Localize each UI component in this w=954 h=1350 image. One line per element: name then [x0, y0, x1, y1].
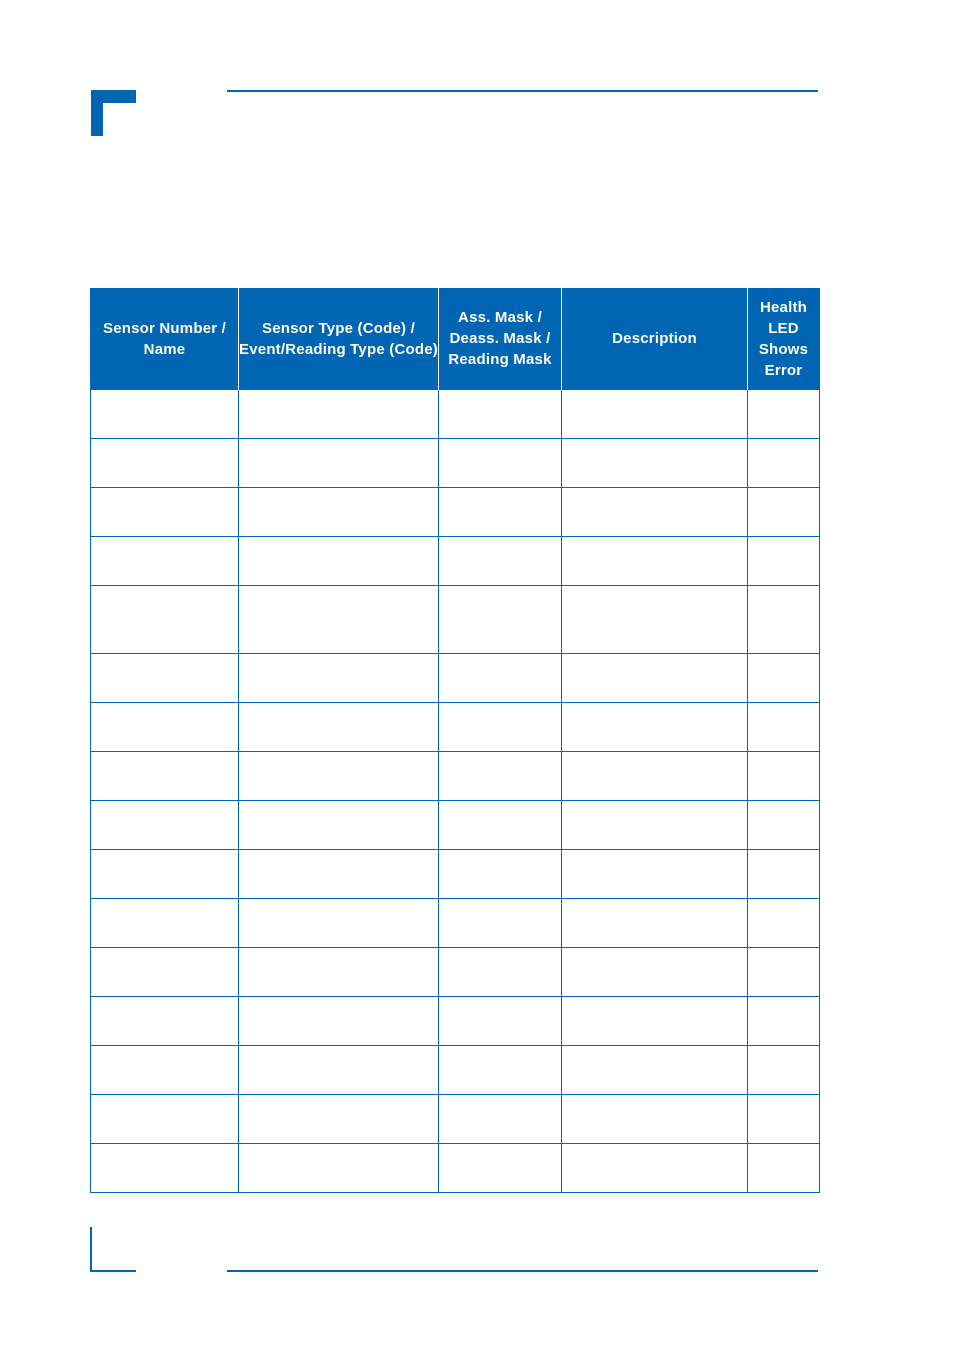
- table-cell: [91, 703, 239, 752]
- table-row: [91, 752, 820, 801]
- table-cell: [439, 801, 562, 850]
- table-cell: [91, 586, 239, 654]
- table-row: [91, 1046, 820, 1095]
- table-cell: [439, 948, 562, 997]
- table-cell: [439, 899, 562, 948]
- table-cell: [239, 948, 439, 997]
- header-line: Reading Mask: [448, 351, 552, 368]
- corner-mark-bottom-vertical: [90, 1227, 92, 1272]
- table-cell: [562, 586, 748, 654]
- table-cell: [562, 488, 748, 537]
- table-cell: [748, 850, 820, 899]
- table-cell: [439, 1095, 562, 1144]
- table-row: [91, 703, 820, 752]
- table-row: [91, 439, 820, 488]
- table-cell: [91, 1046, 239, 1095]
- header-line: Deass. Mask /: [449, 330, 551, 347]
- table-cell: [439, 703, 562, 752]
- table-cell: [439, 537, 562, 586]
- table-cell: [239, 703, 439, 752]
- table-cell: [91, 1144, 239, 1193]
- table-cell: [239, 850, 439, 899]
- table-cell: [748, 1144, 820, 1193]
- table-cell: [562, 537, 748, 586]
- header-health-led-shows-error: [748, 288, 820, 390]
- table-header-row: [91, 288, 820, 390]
- table-cell: [748, 654, 820, 703]
- table-cell: [439, 488, 562, 537]
- header-masks: [439, 288, 562, 390]
- table-row: [91, 948, 820, 997]
- header-line: Shows: [758, 340, 809, 358]
- table-row: [91, 537, 820, 586]
- table-cell: [562, 439, 748, 488]
- table-cell: [562, 703, 748, 752]
- header-line: Health: [759, 298, 808, 316]
- table-cell: [91, 488, 239, 537]
- header-rule: [227, 90, 818, 92]
- table-cell: [748, 439, 820, 488]
- table-cell: [748, 899, 820, 948]
- table-cell: [91, 439, 239, 488]
- table-cell: [562, 654, 748, 703]
- table-cell: [439, 997, 562, 1046]
- table-cell: [748, 997, 820, 1046]
- table-cell: [439, 1144, 562, 1193]
- table-cell: [748, 390, 820, 439]
- header-line: Error: [764, 361, 803, 379]
- table-row: [91, 1144, 820, 1193]
- table-cell: [748, 801, 820, 850]
- table-cell: [439, 439, 562, 488]
- table-cell: [91, 537, 239, 586]
- header-line: Description: [612, 330, 697, 347]
- table-cell: [748, 1046, 820, 1095]
- table-row: [91, 850, 820, 899]
- table-cell: [562, 899, 748, 948]
- table-cell: [562, 997, 748, 1046]
- table-cell: [562, 390, 748, 439]
- header-line: Sensor Type (Code) /: [262, 319, 415, 337]
- table-cell: [91, 801, 239, 850]
- table-cell: [91, 390, 239, 439]
- table-cell: [562, 850, 748, 899]
- table-cell: [91, 654, 239, 703]
- table-cell: [239, 586, 439, 654]
- table-cell: [439, 586, 562, 654]
- table-row: [91, 899, 820, 948]
- table-cell: [562, 1046, 748, 1095]
- table-cell: [239, 752, 439, 801]
- table-cell: [239, 537, 439, 586]
- corner-mark-bottom-horizontal: [90, 1270, 136, 1272]
- table-cell: [439, 390, 562, 439]
- table-cell: [562, 801, 748, 850]
- footer-rule: [227, 1270, 818, 1272]
- table-cell: [239, 801, 439, 850]
- table-cell: [439, 654, 562, 703]
- table-cell: [91, 1095, 239, 1144]
- table-cell: [439, 752, 562, 801]
- table-cell: [239, 654, 439, 703]
- table-cell: [562, 948, 748, 997]
- table-cell: [748, 1095, 820, 1144]
- table-row: [91, 390, 820, 439]
- table-row: [91, 488, 820, 537]
- table-cell: [562, 1095, 748, 1144]
- table-row: [91, 997, 820, 1046]
- header-sensor-type-event-reading-type: [239, 288, 439, 390]
- table-cell: [562, 1144, 748, 1193]
- table-cell: [91, 997, 239, 1046]
- table-cell: [239, 997, 439, 1046]
- table-cell: [562, 752, 748, 801]
- table-row: [91, 1095, 820, 1144]
- header-sensor-number-name: [91, 288, 239, 390]
- table-cell: [91, 850, 239, 899]
- table-cell: [239, 899, 439, 948]
- header-line: Event/Reading Type (Code): [239, 340, 438, 358]
- table-body: [91, 390, 820, 1193]
- table-cell: [239, 488, 439, 537]
- header-description: [562, 288, 748, 390]
- header-line: LED: [768, 319, 799, 337]
- header-line: Sensor Number /: [102, 319, 227, 337]
- corner-mark-top-vertical: [91, 90, 103, 136]
- table-cell: [91, 899, 239, 948]
- table-cell: [239, 439, 439, 488]
- table-cell: [91, 948, 239, 997]
- table-cell: [239, 390, 439, 439]
- table-cell: [748, 537, 820, 586]
- table-cell: [748, 488, 820, 537]
- table-cell: [748, 703, 820, 752]
- sensor-table: [90, 288, 820, 1193]
- table-cell: [748, 948, 820, 997]
- table-row: [91, 654, 820, 703]
- table-cell: [239, 1046, 439, 1095]
- header-line: Name: [143, 340, 186, 358]
- table-cell: [439, 1046, 562, 1095]
- table-cell: [239, 1144, 439, 1193]
- table-row: [91, 586, 820, 654]
- table-cell: [91, 752, 239, 801]
- table-cell: [748, 586, 820, 654]
- table-cell: [439, 850, 562, 899]
- table-cell: [239, 1095, 439, 1144]
- table-cell: [748, 752, 820, 801]
- table-row: [91, 801, 820, 850]
- header-line: Ass. Mask /: [458, 309, 542, 326]
